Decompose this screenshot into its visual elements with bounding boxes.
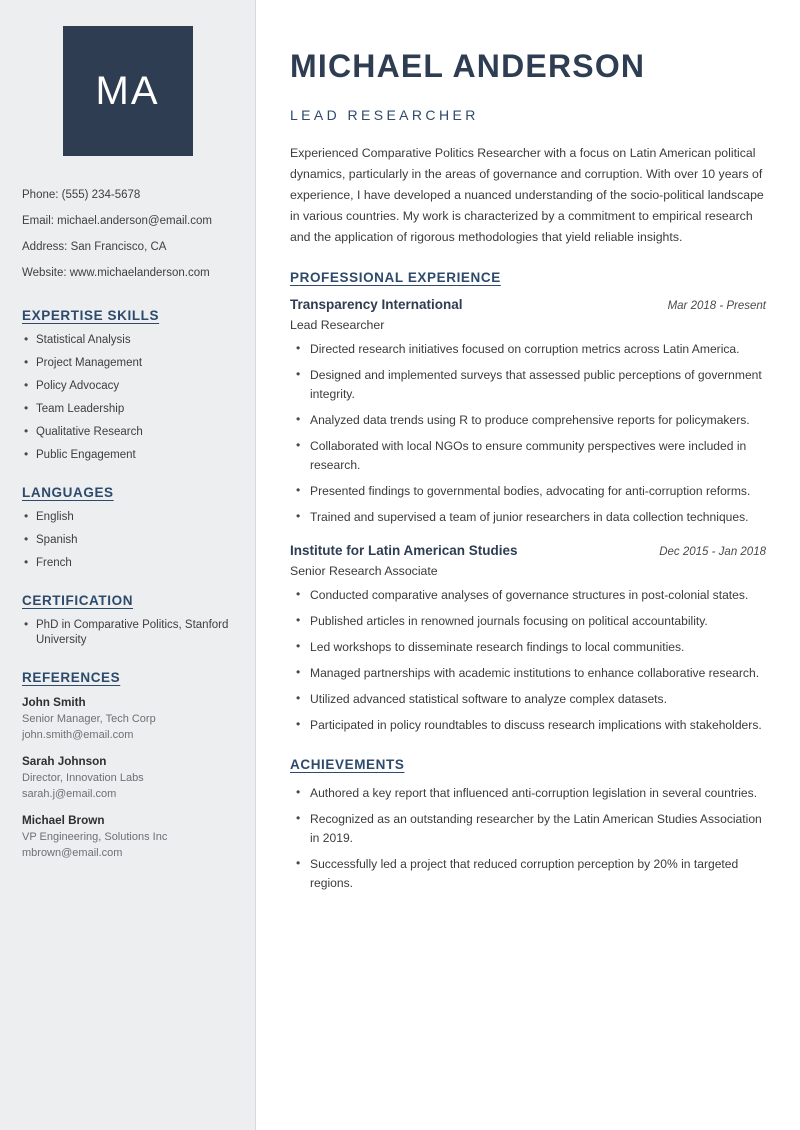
- list-item: [22, 754, 233, 802]
- page-title: MICHAEL ANDERSON: [290, 48, 646, 85]
- list-item: • French: [22, 556, 233, 571]
- reference-name: Michael Brown: [22, 814, 105, 827]
- list-item: • English: [22, 510, 233, 525]
- list-item: • Trained and supervised a team of junior researchers in data collection techniques.: [290, 508, 766, 527]
- certification-list: [22, 618, 233, 648]
- list-item: • Team Leadership: [22, 402, 233, 417]
- list-item: [22, 813, 233, 861]
- list-item: • Led workshops to disseminate research findings to local communities.: [290, 638, 766, 657]
- list-item: • Designed and implemented surveys that assessed public perceptions of government integrity.: [290, 366, 766, 404]
- list-item: • Analyzed data trends using R to produce comprehensive reports for policymakers.: [290, 411, 766, 430]
- list-item: • Recognized as an outstanding researcher by the Latin American Studies Association in 2019.: [290, 810, 766, 848]
- reference-role: VP Engineering, Solutions Inc: [22, 831, 168, 843]
- section-references: [22, 670, 233, 861]
- section-title: CERTIFICATION: [22, 593, 134, 608]
- sidebar: [0, 0, 256, 1130]
- experience-entry: [290, 543, 766, 735]
- list-item: • Presented findings to governmental bodies, advocating for anti-corruption reforms.: [290, 482, 766, 501]
- experience-header: [290, 543, 766, 558]
- list-item: • Collaborated with local NGOs to ensure community perspectives were included in research.: [290, 437, 766, 475]
- section-title: EXPERTISE SKILLS: [22, 308, 160, 323]
- section-expertise-skills: [22, 308, 233, 463]
- list-item: • Conducted comparative analyses of governance structures in post-colonial states.: [290, 586, 766, 605]
- list-item: • Directed research initiatives focused on corruption metrics across Latin America.: [290, 340, 766, 359]
- reference-email: mbrown@email.com: [22, 847, 123, 859]
- company-name: Institute for Latin American Studies: [290, 542, 518, 558]
- employment-dates: Dec 2015 - Jan 2018: [659, 545, 766, 558]
- reference-role: Senior Manager, Tech Corp: [22, 713, 156, 725]
- section-title-achievements: ACHIEVEMENTS: [290, 756, 405, 772]
- contact-phone: Phone: (555) 234-5678: [22, 189, 141, 201]
- reference-name: John Smith: [22, 696, 86, 709]
- reference-name: Sarah Johnson: [22, 755, 107, 768]
- section-title: LANGUAGES: [22, 485, 114, 500]
- skills-list: [22, 333, 233, 463]
- list-item: • Policy Advocacy: [22, 379, 233, 394]
- list-item: • Managed partnerships with academic institutions to enhance collaborative research.: [290, 664, 766, 683]
- avatar-container: [22, 0, 233, 156]
- reference-email: sarah.j@email.com: [22, 788, 117, 800]
- reference-email: john.smith@email.com: [22, 729, 134, 741]
- list-item: • Published articles in renowned journals focusing on political accountability.: [290, 612, 766, 631]
- reference-role: Director, Innovation Labs: [22, 772, 144, 784]
- experience-header: [290, 297, 766, 312]
- experience-entry: [290, 297, 766, 527]
- list-item: • PhD in Comparative Politics, Stanford University: [22, 618, 233, 648]
- list-item: • Statistical Analysis: [22, 333, 233, 348]
- position-title: Lead Researcher: [290, 317, 385, 332]
- professional-summary: Experienced Comparative Politics Researcher with a focus on Latin American political dynamics, particularly in the areas of governance and corruption. With over 10 years of experience, I have developed a nuanced understanding of the socio-political landscape in various countries. My work is characterized by a commitment to empirical research and the application of rigorous methodologies that yield reliable insights.: [290, 145, 764, 244]
- list-item: • Authored a key report that influenced anti-corruption legislation in several countries.: [290, 784, 766, 803]
- responsibility-list: [290, 340, 766, 527]
- section-title-experience: PROFESSIONAL EXPERIENCE: [290, 269, 501, 285]
- contact-email: Email: michael.anderson@email.com: [22, 215, 212, 227]
- avatar: MA: [63, 26, 193, 156]
- list-item: • Participated in policy roundtables to discuss research implications with stakeholders.: [290, 716, 766, 735]
- list-item: • Successfully led a project that reduced corruption perception by 20% in targeted regions.: [290, 855, 766, 893]
- job-role-subtitle: LEAD RESEARCHER: [290, 106, 479, 123]
- achievements-list: [290, 784, 766, 893]
- list-item: • Public Engagement: [22, 448, 233, 463]
- contact-website: Website: www.michaelanderson.com: [22, 267, 210, 279]
- position-title: Senior Research Associate: [290, 563, 438, 578]
- section-title: REFERENCES: [22, 670, 121, 685]
- list-item: [22, 695, 233, 743]
- section-languages: [22, 485, 233, 571]
- contact-info: [22, 182, 233, 286]
- responsibility-list: [290, 586, 766, 735]
- employment-dates: Mar 2018 - Present: [667, 299, 766, 312]
- list-item: • Utilized advanced statistical software to analyze complex datasets.: [290, 690, 766, 709]
- company-name: Transparency International: [290, 296, 463, 312]
- list-item: • Spanish: [22, 533, 233, 548]
- list-item: • Qualitative Research: [22, 425, 233, 440]
- section-certification: [22, 593, 233, 648]
- languages-list: [22, 510, 233, 571]
- contact-address: Address: San Francisco, CA: [22, 241, 167, 253]
- main-content: [256, 0, 800, 1130]
- list-item: • Project Management: [22, 356, 233, 371]
